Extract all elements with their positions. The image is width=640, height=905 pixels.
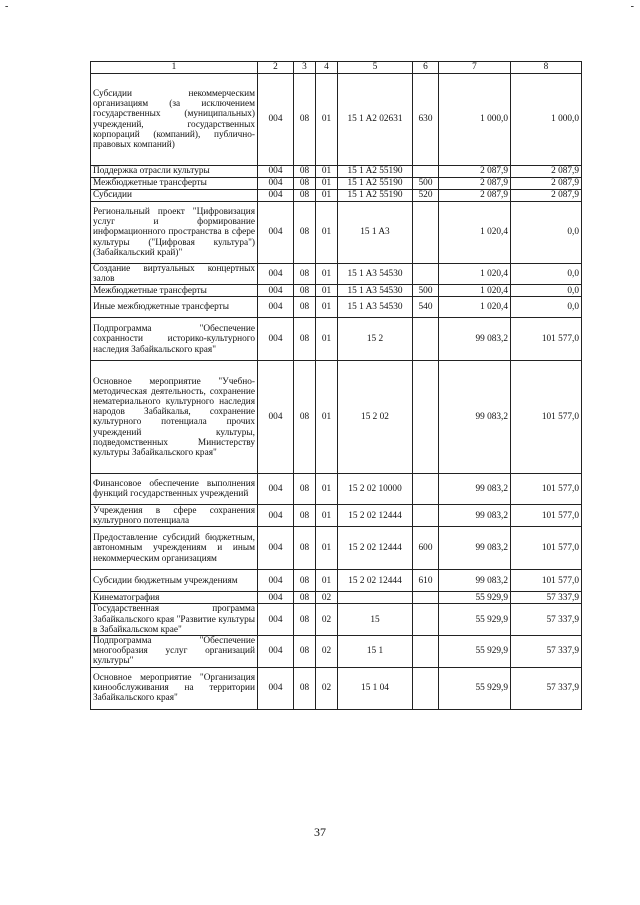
- cell-amount-year-2: 101 577,0: [511, 361, 582, 474]
- cell-target-article: 15 1: [338, 636, 413, 668]
- cell-ministry-code: 004: [258, 592, 294, 604]
- table-row: [91, 592, 582, 604]
- column-number-row: [91, 62, 582, 74]
- cell-amount-year-2: 101 577,0: [511, 505, 582, 527]
- cell-target-article: 15 2 02 12444: [338, 527, 413, 570]
- cell-amount-year-1: 1 020,4: [439, 202, 511, 264]
- cell-ministry-code: 004: [258, 178, 294, 190]
- cell-amount-year-2: 0,0: [511, 202, 582, 264]
- cell-expense-type: [413, 636, 439, 668]
- corner-mark-left: -: [5, 1, 9, 12]
- cell-amount-year-1: 1 020,4: [439, 297, 511, 318]
- cell-subsection: 01: [316, 505, 338, 527]
- cell-amount-year-2: 2 087,9: [511, 166, 582, 178]
- cell-amount-year-2: 0,0: [511, 285, 582, 297]
- cell-subsection: 02: [316, 667, 338, 709]
- row-name: Финансовое обеспечение выполнения функций государственных учреждений: [91, 474, 258, 505]
- cell-expense-type: [413, 604, 439, 636]
- row-name: Предоставление субсидий бюджетным, автономным учреждениям и иным некоммерческим организациям: [91, 527, 258, 570]
- cell-target-article: 15 1 A2 55190: [338, 178, 413, 190]
- cell-ministry-code: 004: [258, 202, 294, 264]
- table-row: [91, 285, 582, 297]
- cell-subsection: 01: [316, 297, 338, 318]
- cell-section: 08: [294, 667, 316, 709]
- table-row: [91, 667, 582, 709]
- cell-subsection: 01: [316, 318, 338, 361]
- row-name: Межбюджетные трансферты: [91, 178, 258, 190]
- cell-section: 08: [294, 202, 316, 264]
- cell-amount-year-1: 55 929,9: [439, 636, 511, 668]
- cell-subsection: 01: [316, 264, 338, 285]
- cell-target-article: 15 1 04: [338, 667, 413, 709]
- cell-ministry-code: 004: [258, 636, 294, 668]
- cell-ministry-code: 004: [258, 570, 294, 592]
- row-name: Региональный проект "Цифровизация услуг и формирование информационного пространства в сфере культуры ("Цифровая культура") (Забайкальский край)": [91, 202, 258, 264]
- cell-subsection: 01: [316, 527, 338, 570]
- table-row: [91, 297, 582, 318]
- cell-target-article: 15 2: [338, 318, 413, 361]
- cell-amount-year-2: 101 577,0: [511, 527, 582, 570]
- cell-ministry-code: 004: [258, 318, 294, 361]
- cell-target-article: 15 1 A3 54530: [338, 264, 413, 285]
- row-name: Субсидии некоммерческим организациям (за исключением государственных (муниципальных) учреждений, государственных корпораций (компаний), публично-правовых компаний): [91, 74, 258, 166]
- cell-amount-year-1: 55 929,9: [439, 592, 511, 604]
- cell-ministry-code: 004: [258, 166, 294, 178]
- column-number: 6: [413, 62, 439, 74]
- row-name: Субсидии: [91, 190, 258, 202]
- cell-section: 08: [294, 604, 316, 636]
- cell-section: 08: [294, 190, 316, 202]
- cell-ministry-code: 004: [258, 190, 294, 202]
- cell-ministry-code: 004: [258, 604, 294, 636]
- table-row: [91, 190, 582, 202]
- cell-target-article: 15 2 02 10000: [338, 474, 413, 505]
- cell-subsection: 01: [316, 190, 338, 202]
- cell-ministry-code: 004: [258, 297, 294, 318]
- table-row: [91, 178, 582, 190]
- cell-target-article: [338, 592, 413, 604]
- row-name: Создание виртуальных концертных залов: [91, 264, 258, 285]
- cell-subsection: 01: [316, 74, 338, 166]
- cell-ministry-code: 004: [258, 667, 294, 709]
- cell-subsection: 01: [316, 570, 338, 592]
- table-row: [91, 202, 582, 264]
- cell-target-article: 15 1 A3 54530: [338, 285, 413, 297]
- column-number: 5: [338, 62, 413, 74]
- table-row: [91, 636, 582, 668]
- cell-ministry-code: 004: [258, 505, 294, 527]
- table-row: [91, 570, 582, 592]
- cell-amount-year-2: 57 337,9: [511, 592, 582, 604]
- cell-ministry-code: 004: [258, 527, 294, 570]
- cell-amount-year-2: 101 577,0: [511, 318, 582, 361]
- page-number: 37: [314, 825, 326, 839]
- cell-section: 08: [294, 297, 316, 318]
- cell-target-article: 15 1 A2 55190: [338, 190, 413, 202]
- cell-amount-year-1: 2 087,9: [439, 178, 511, 190]
- row-name: Основное мероприятие "Учебно-методическая деятельность, сохранение нематериального культурного наследия народов Забайкалья, сохранение культурного потенциала прочих учреждений культуры, подведомственных Министерству культуры Забайкальского края": [91, 361, 258, 474]
- column-number: 2: [258, 62, 294, 74]
- row-name: Поддержка отрасли культуры: [91, 166, 258, 178]
- cell-target-article: 15 2 02 12444: [338, 570, 413, 592]
- cell-ministry-code: 004: [258, 264, 294, 285]
- corner-mark-right: -: [630, 1, 634, 12]
- cell-expense-type: [413, 318, 439, 361]
- cell-section: 08: [294, 74, 316, 166]
- cell-target-article: 15 1 A3: [338, 202, 413, 264]
- cell-section: 08: [294, 474, 316, 505]
- table-row: [91, 604, 582, 636]
- row-name: Основное мероприятие "Организация кинообслуживания на территории Забайкальского края": [91, 667, 258, 709]
- cell-amount-year-1: 99 083,2: [439, 318, 511, 361]
- row-name: Подпрограмма "Обеспечение сохранности историко-культурного наследия Забайкальского края": [91, 318, 258, 361]
- cell-expense-type: [413, 264, 439, 285]
- cell-section: 08: [294, 264, 316, 285]
- cell-amount-year-2: 57 337,9: [511, 667, 582, 709]
- cell-amount-year-1: 2 087,9: [439, 166, 511, 178]
- cell-subsection: 02: [316, 604, 338, 636]
- table-row: [91, 264, 582, 285]
- cell-amount-year-2: 2 087,9: [511, 190, 582, 202]
- cell-ministry-code: 004: [258, 361, 294, 474]
- column-number: 3: [294, 62, 316, 74]
- cell-section: 08: [294, 527, 316, 570]
- cell-section: 08: [294, 178, 316, 190]
- cell-expense-type: [413, 361, 439, 474]
- table-row: [91, 505, 582, 527]
- cell-amount-year-1: 1 020,4: [439, 264, 511, 285]
- cell-amount-year-1: 1 020,4: [439, 285, 511, 297]
- cell-expense-type: [413, 505, 439, 527]
- cell-subsection: 01: [316, 202, 338, 264]
- cell-amount-year-2: 0,0: [511, 264, 582, 285]
- cell-expense-type: 610: [413, 570, 439, 592]
- cell-subsection: 01: [316, 166, 338, 178]
- cell-section: 08: [294, 505, 316, 527]
- cell-section: 08: [294, 592, 316, 604]
- cell-amount-year-2: 57 337,9: [511, 636, 582, 668]
- cell-amount-year-1: 99 083,2: [439, 474, 511, 505]
- cell-amount-year-2: 1 000,0: [511, 74, 582, 166]
- cell-section: 08: [294, 318, 316, 361]
- column-number: 7: [439, 62, 511, 74]
- cell-section: 08: [294, 570, 316, 592]
- cell-ministry-code: 004: [258, 74, 294, 166]
- cell-amount-year-1: 55 929,9: [439, 667, 511, 709]
- row-name: Подпрограмма "Обеспечение многообразия услуг организаций культуры": [91, 636, 258, 668]
- budget-table: [90, 61, 582, 710]
- cell-section: 08: [294, 636, 316, 668]
- cell-expense-type: [413, 667, 439, 709]
- cell-subsection: 02: [316, 592, 338, 604]
- cell-subsection: 01: [316, 474, 338, 505]
- cell-ministry-code: 004: [258, 285, 294, 297]
- cell-expense-type: 600: [413, 527, 439, 570]
- column-number: 8: [511, 62, 582, 74]
- cell-amount-year-2: 2 087,9: [511, 178, 582, 190]
- cell-amount-year-2: 101 577,0: [511, 570, 582, 592]
- cell-subsection: 01: [316, 361, 338, 474]
- table-row: [91, 527, 582, 570]
- table-row: [91, 166, 582, 178]
- row-name: Государственная программа Забайкальского края "Развитие культуры в Забайкальском крае": [91, 604, 258, 636]
- cell-ministry-code: 004: [258, 474, 294, 505]
- cell-target-article: 15: [338, 604, 413, 636]
- row-name: Субсидии бюджетным учреждениям: [91, 570, 258, 592]
- cell-expense-type: 540: [413, 297, 439, 318]
- cell-subsection: 01: [316, 285, 338, 297]
- cell-amount-year-2: 57 337,9: [511, 604, 582, 636]
- cell-subsection: 01: [316, 178, 338, 190]
- cell-target-article: 15 1 A3 54530: [338, 297, 413, 318]
- cell-section: 08: [294, 166, 316, 178]
- cell-amount-year-1: 99 083,2: [439, 505, 511, 527]
- row-name: Межбюджетные трансферты: [91, 285, 258, 297]
- cell-expense-type: [413, 592, 439, 604]
- cell-expense-type: 500: [413, 178, 439, 190]
- table-row: [91, 74, 582, 166]
- cell-target-article: 15 2 02: [338, 361, 413, 474]
- cell-section: 08: [294, 361, 316, 474]
- cell-section: 08: [294, 285, 316, 297]
- cell-amount-year-1: 55 929,9: [439, 604, 511, 636]
- cell-target-article: 15 1 A2 55190: [338, 166, 413, 178]
- cell-expense-type: [413, 166, 439, 178]
- cell-expense-type: 630: [413, 74, 439, 166]
- cell-expense-type: 500: [413, 285, 439, 297]
- row-name: Кинематография: [91, 592, 258, 604]
- column-number: 4: [316, 62, 338, 74]
- cell-expense-type: [413, 474, 439, 505]
- cell-amount-year-1: 99 083,2: [439, 570, 511, 592]
- row-name: Иные межбюджетные трансферты: [91, 297, 258, 318]
- table-body: [91, 62, 582, 710]
- cell-expense-type: [413, 202, 439, 264]
- cell-amount-year-2: 101 577,0: [511, 474, 582, 505]
- column-number: 1: [91, 62, 258, 74]
- row-name: Учреждения в сфере сохранения культурного потенциала: [91, 505, 258, 527]
- table-row: [91, 474, 582, 505]
- cell-amount-year-2: 0,0: [511, 297, 582, 318]
- cell-target-article: 15 1 A2 02631: [338, 74, 413, 166]
- cell-subsection: 02: [316, 636, 338, 668]
- table-row: [91, 361, 582, 474]
- cell-target-article: 15 2 02 12444: [338, 505, 413, 527]
- cell-amount-year-1: 1 000,0: [439, 74, 511, 166]
- cell-expense-type: 520: [413, 190, 439, 202]
- cell-amount-year-1: 2 087,9: [439, 190, 511, 202]
- cell-amount-year-1: 99 083,2: [439, 361, 511, 474]
- cell-amount-year-1: 99 083,2: [439, 527, 511, 570]
- table-row: [91, 318, 582, 361]
